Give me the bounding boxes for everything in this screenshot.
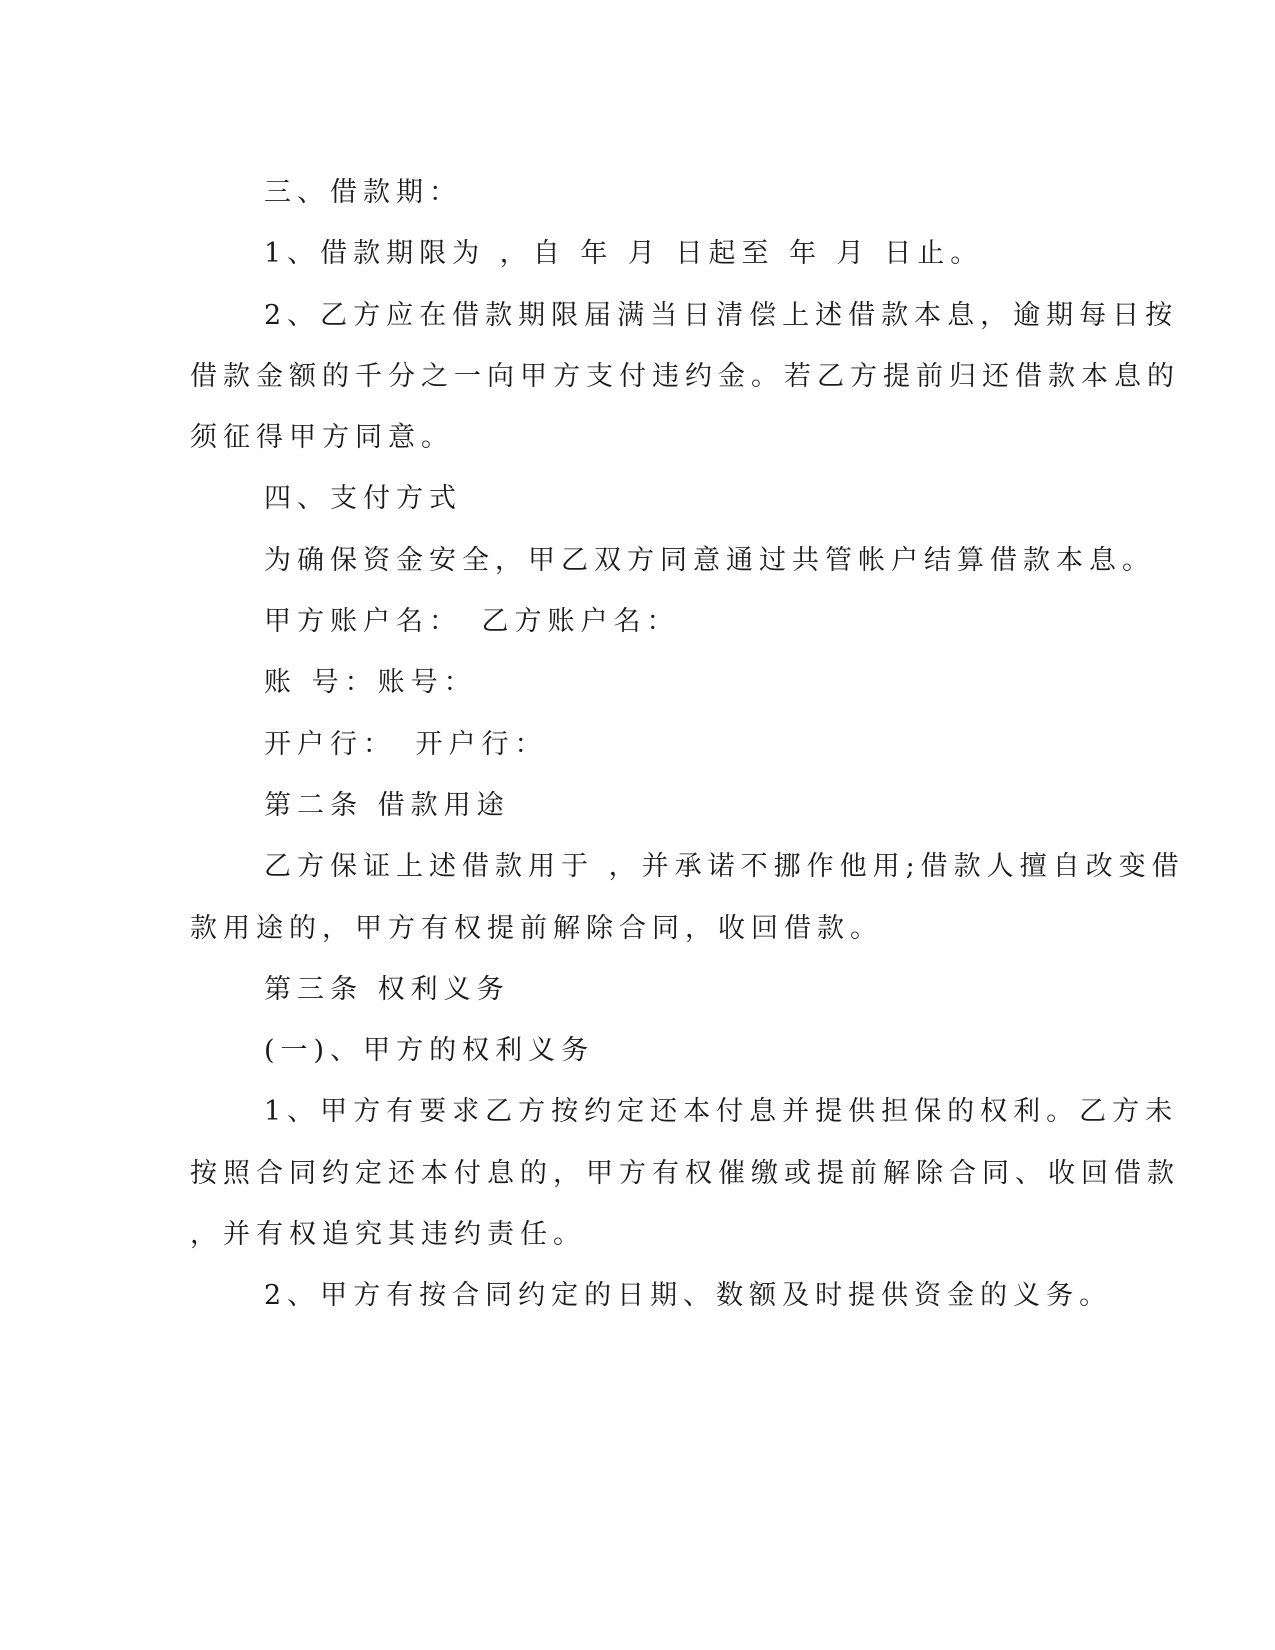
paragraph-line: 借款金额的千分之一向甲方支付违约金。若乙方提前归还借款本息的 — [190, 360, 1180, 392]
article-heading-loan-purpose: 第二条 借款用途 — [264, 789, 510, 821]
paragraph-line: 须征得甲方同意。 — [190, 422, 454, 454]
paragraph-line: 为确保资金安全，甲乙双方同意通过共管帐户结算借款本息。 — [264, 544, 1155, 576]
account-number-line: 账 号：账号： — [264, 667, 477, 699]
document-body — [190, 162, 1185, 1327]
paragraph-line: ，并有权追究其违约责任。 — [190, 1219, 586, 1251]
paragraph-line: 2、甲方有按合同约定的日期、数额及时提供资金的义务。 — [264, 1280, 1113, 1312]
paragraph-line: 款用途的，甲方有权提前解除合同，收回借款。 — [190, 912, 883, 944]
subsection-heading-party-a: (一)、甲方的权利义务 — [264, 1035, 595, 1067]
section-heading-payment-method: 四、支付方式 — [264, 483, 462, 515]
paragraph-line: 2、乙方应在借款期限届满当日清偿上述借款本息，逾期每日按 — [264, 299, 1179, 331]
bank-line: 开户行： 开户行： — [264, 728, 548, 760]
paragraph-line: 乙方保证上述借款用于 ，并承诺不挪作他用;借款人擅自改变借 — [264, 851, 1185, 883]
paragraph-line: 1、甲方有要求乙方按约定还本付息并提供担保的权利。乙方未 — [264, 1096, 1179, 1128]
account-name-line: 甲方账户名： 乙方账户名： — [264, 606, 680, 638]
section-heading-loan-term: 三、借款期： — [264, 177, 462, 208]
article-heading-rights-obligations: 第三条 权利义务 — [264, 973, 510, 1005]
paragraph-line: 按照合同约定还本付息的，甲方有权催缴或提前解除合同、收回借款 — [190, 1157, 1180, 1189]
paragraph-line: 1、借款期限为 ，自 年 月 日起至 年 月 日止。 — [264, 238, 984, 270]
